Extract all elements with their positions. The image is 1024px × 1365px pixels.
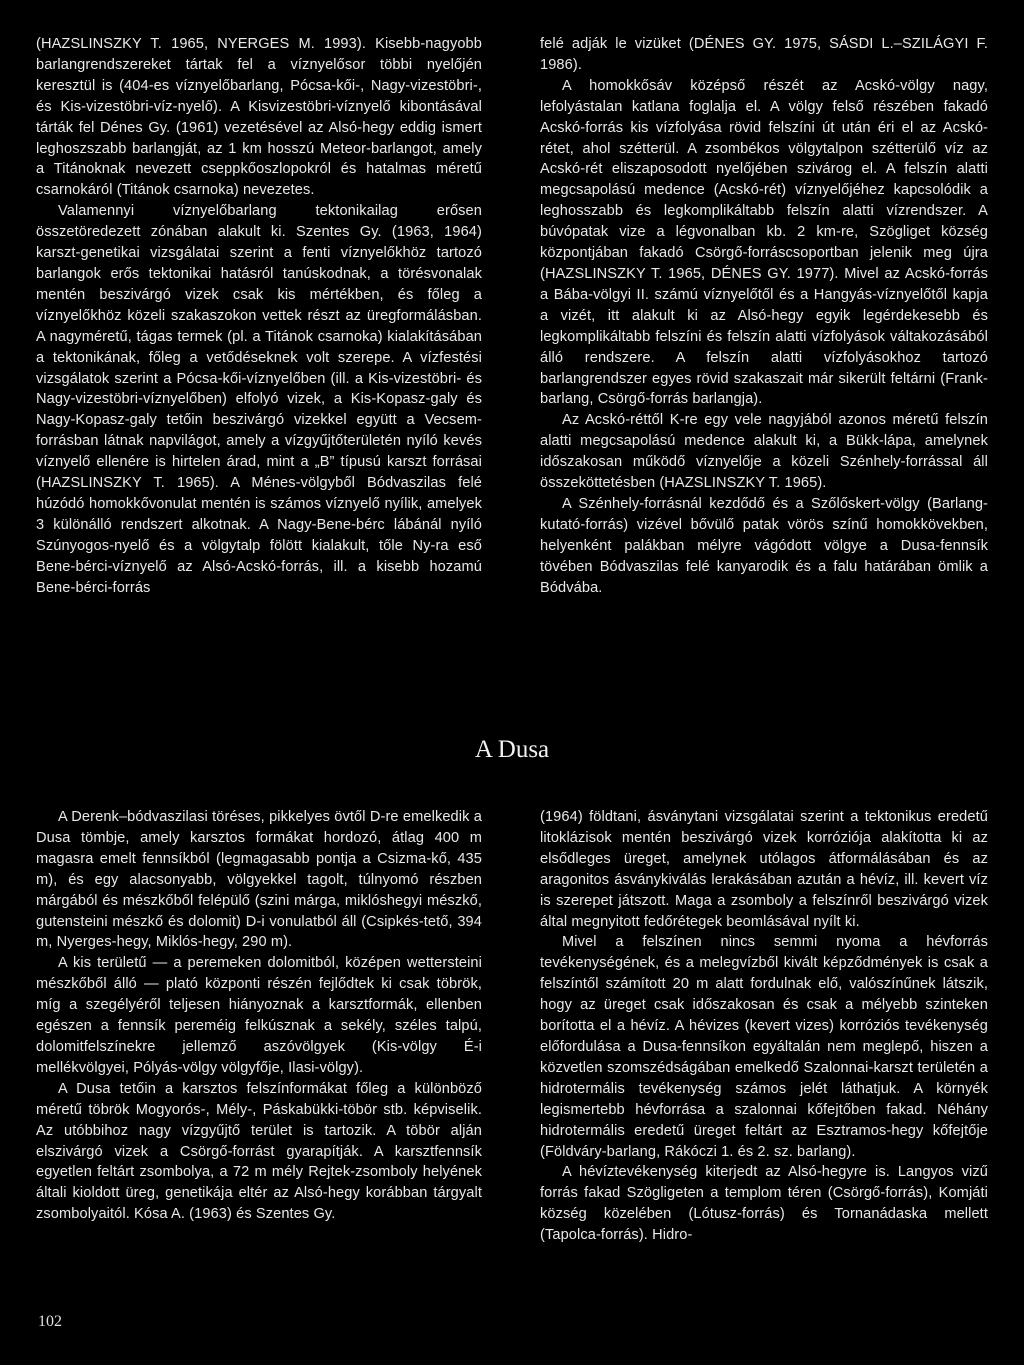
paragraph: felé adják le vizüket (DÉNES GY. 1975, SÁSDI L.–SZILÁGYI F. 1986). [540, 36, 988, 73]
page-number: 102 [38, 1313, 62, 1330]
paragraph: A kis területű — a peremeken dolomitból, középen wettersteini mészkőből álló — plató központi részén fejlődtek ki csak töbrök, míg a szegélyéről teljesen hiányoznak a karsztformák, ellenben egészen a fennsík pereméig felkúsznak a sekély, széles talpú, dolomitfelszínekre jellemző aszóvölgyek (Kis-völgy É-i mellékvölgyei, Pólyás-völgy völgyfője, Ilasi-völgy). [36, 955, 482, 1076]
text-column-bottom-left [36, 807, 482, 1225]
paragraph: (HAZSLINSZKY T. 1965, NYERGES M. 1993). Kisebb-nagyobb barlangrendszereket tártak fel a víznyelősor többi nyelőjén keresztül is (404-es víznyelőbarlang, Pócsa-kői-, Nagy-vizestöbri-, és Kis-vizestöbri-víz-nyelő). A Kisvizestöbri-víznyelő kibontásával tárták fel Dénes Gy. (1961) vezetésével az Alsó-hegy eddig ismert leghoszszabb barlangját, az 1 km hosszú Meteor-barlangot, amely a Titánoknak nevezett cseppkőoszlopokról és hatalmas méretű csarnokáról (Titánok csarnoka) nevezetes. [36, 36, 482, 199]
paragraph: A Derenk–bódvaszilasi töréses, pikkelyes övtől D-re emelkedik a Dusa tömbje, amely karsztos formákat hordozó, átlag 400 m magasra emelt fennsíkból (legmagasabb pontja a Csizma-kő, 435 m), és egy alacsonyabb, völgyekkel tagolt, túlnyomó részben márgából és mészkőből felépülő (szini márga, miklóshegyi mészkő, gutensteini mészkő és dolomit) D-i vonulatból áll (Csipkés-tető, 394 m, Nyerges-hegy, Miklós-hegy, 290 m). [36, 809, 482, 951]
text-column-top-left [36, 34, 482, 598]
section-heading: A Dusa [474, 736, 550, 763]
paragraph: (1964) földtani, ásványtani vizsgálatai szerint a tektonikus eredetű litoklázisok mentén beszivárgó vizek korróziója alakította ki az elsődleges üreget, amelynek utólagos átformálásában és az aragonitos ásványkiválás lerakásában azután a hévíz, ill. kevert víz is szerepet játszott. Maga a zsomboly a felszínről beszivárgó vizek által megnyitott fedőrétegek beomlásával nyílt ki. [540, 809, 988, 930]
paragraph: Mivel a felszínen nincs semmi nyoma a hévforrás tevékenységének, és a melegvízből kivált képződmények is csak a felszíntől számított 20 m alatt fordulnak elő, valószínűnek látszik, hogy az üreget csak időszakosan és csak a mélyebb szinteken borította el a hévíz. A hévizes (kevert vizes) korróziós tevékenység előfordulása a Dusa-fennsíkon egyáltalán nem meglepő, hiszen a közvetlen szomszédságában emelkedő Szalonnai-karszt területén a hidrotermális tevékenység számos jelét láthatjuk. A környék legismertebb hévforrása a szalonnai kőfejtőben fakad. Néhány hidrotermális eredetű üreget feltárt az Esztramos-hegy kőfejtője (Földváry-barlang, Rákóczi 1. és 2. sz. barlang). [540, 934, 988, 1160]
paragraph: Valamennyi víznyelőbarlang tektonikailag erősen összetöredezett zónában alakult ki. Szentes Gy. (1963, 1964) karszt-genetikai vizsgálatai szerint a fenti víznyelőkhöz tartozó barlangok erős tektonikai hatásról tanúskodnak, a törésvonalak mentén beszivárgó vizek csak kis mértékben, és főleg a víznyelőkhöz közeli szakaszokon vettek részt az üregformálásban. A nagyméretű, tágas termek (pl. a Titánok csarnoka) kialakításában a tektonikának, főleg a vetődéseknek volt szerepe. A vízfestési vizsgálatok szerint a Pócsa-kői-víznyelőben (ill. a Kis-vizestöbri- és Nagy-vizestöbri-víznyelőben) elfolyó vizek, a Kis-Kopasz-galy és Nagy-Kopasz-galy tetőin beszivárgó vizekkel együtt a Vecsem-forrásban látnak napvilágot, amely a vízgyűjtőterületén nyíló kevés víznyelő ellenére is hirtelen árad, mint a „B” típusú karszt forrásai (HAZSLINSZKY T. 1965). A Ménes-völgyből Bódvaszilas felé húzódó homokkővonulat mentén is számos víznyelő nyílik, amelyek 3 különálló rendszert alkotnak. A Nagy-Bene-bérc lábánál nyíló Szúnyogos-nyelő és a völgytalp fölött kialakult, tőle Ny-ra eső Bene-bérci-víznyelő az Alsó-Acskó-forrás, ill. a kisebb hozamú Bene-bérci-forrás [36, 203, 482, 596]
paragraph: Az Acskó-réttől K-re egy vele nagyjából azonos méretű felszín alatti megcsapolású medence alakult ki, a Bükk-lápa, amelynek időszakosan működő víznyelője a közeli Szénhely-forrással áll összeköttetésben (HAZSLINSZKY T. 1965). [540, 412, 988, 492]
paragraph: A Dusa tetőin a karsztos felszínformákat főleg a különböző méretű töbrök Mogyorós-, Mély-, Páskabükki-töbör stb. képviselik. Az utóbbihoz nagy vízgyűjtő terület is tartozik. A töbör alján elszivárgó vizek a Csörgő-forrást gyarapítják. A karsztfennsík egyetlen feltárt zsombolya, a 72 m mély Rejtek-zsomboly helyének általi kioldott üreg, genetikája eltér az Alsó-hegy korábban tárgyalt zsombolyaitól. Kósa A. (1963) és Szentes Gy. [36, 1080, 482, 1223]
paragraph: A hévíztevékenység kiterjedt az Alsó-hegyre is. Langyos vizű forrás fakad Szögligeten a templom téren (Csörgő-forrás), Komjáti község közelében (Lótusz-forrás) és Tornanádaska mellett (Tapolca-forrás). Hidro- [540, 1164, 988, 1244]
text-column-top-right [540, 34, 988, 598]
paragraph: A homokkősáv középső részét az Acskó-völgy nagy, lefolyástalan katlana foglalja el. A völgy felső részében fakadó Acskó-forrás kis vízfolyása rövid felszíni út után éri el az Acskó-rétet, ahol szétterül. A zsombékos völgytalpon szétterülő víz az Acskó-rét eliszaposodott nyelőjében szivárog el. A felszín alatti megcsapolású medence (Acskó-rét) víznyelőjéhez kapcsolódik a leghosszabb és legkomplikáltabb felszín alatti vízrendszer. A búvópatak vize a légvonalban kb. 2 km-re, Szögliget község központjában fakadó Csörgő-forráscsoportban jelenik meg újra (HAZSLINSZKY T. 1965, DÉNES GY. 1977). Mivel az Acskó-forrás a Bába-völgyi II. számú víznyelőtől és a Hangyás-víznyelőtől kapja a vizét, itt alakult ki az Alsó-hegy egyik legérdekesebb és legkomplikáltabb felszíni és felszín alatti vízfolyások váltakozásából álló rendszere. A felszín alatti vízfolyásokhoz tartozó barlangrendszer egyes rövid szakaszait már sikerült feltárni (Frank-barlang, Csörgő-forrás barlangja). [540, 77, 988, 408]
text-column-bottom-right [540, 807, 988, 1246]
paragraph: A Szénhely-forrásnál kezdődő és a Szőlőskert-völgy (Barlang-kutató-forrás) vizével bővülő patak vörös színű homokkövekben, helyenként palákban mélyre vágódott völgye a Dusa-fennsík tövében Bódvaszilas felé kanyarodik és a falu határában ömlik a Bódvába. [540, 495, 988, 596]
